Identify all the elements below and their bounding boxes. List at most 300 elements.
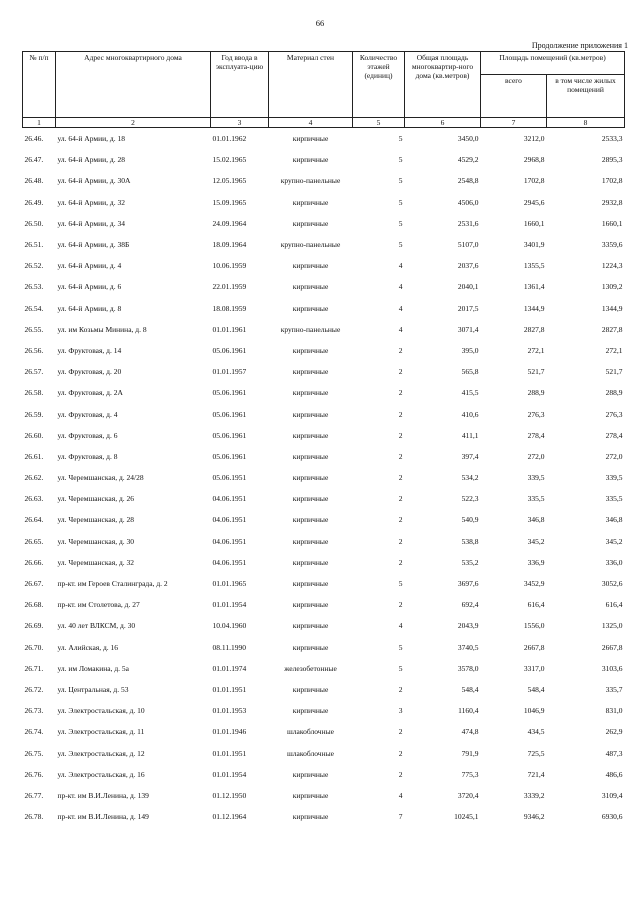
header-premises-area: Площадь помещений (кв.метров) <box>481 52 625 75</box>
column-number: 6 <box>405 118 481 128</box>
total-area-cell: 474,8 <box>461 727 479 737</box>
premises-area-cell: 272,0 <box>527 451 545 461</box>
address-cell: ул. Черемшанская, д. 30 <box>57 536 135 546</box>
total-area-cell: 3450,0 <box>457 134 479 144</box>
wall-material-cell: кирпичные <box>292 684 329 694</box>
floors-cell: 2 <box>398 600 403 610</box>
living-area-cell: 345,2 <box>605 536 623 546</box>
wall-material-cell: кирпичные <box>292 473 329 483</box>
address-cell: ул. Электростальская, д. 10 <box>57 706 145 716</box>
floors-cell: 2 <box>398 367 403 377</box>
year-cell: 15.09.1965 <box>212 197 247 207</box>
premises-area-cell: 3212,0 <box>523 134 545 144</box>
row-number: 26.64. <box>24 515 44 525</box>
year-cell: 05.06.1961 <box>212 345 247 355</box>
table-row <box>23 721 625 742</box>
total-area-cell: 4529,2 <box>457 155 479 165</box>
total-area-cell: 411,1 <box>461 430 479 440</box>
address-cell: пр-кт. им В.И.Ленина, д. 149 <box>57 812 149 822</box>
wall-material-cell: кирпичные <box>292 706 329 716</box>
living-area-cell: 276,3 <box>605 409 623 419</box>
year-cell: 18.08.1959 <box>212 303 247 313</box>
premises-area-cell: 2827,8 <box>523 324 545 334</box>
address-cell: ул. 64-й Армии, д. 6 <box>57 282 122 292</box>
floors-cell: 4 <box>398 303 403 313</box>
table-row <box>23 446 625 467</box>
column-numbers-row <box>23 118 625 128</box>
table-row <box>23 552 625 573</box>
address-cell: ул. им Козьмы Минина, д. 8 <box>57 324 147 334</box>
wall-material-cell: кирпичные <box>292 515 329 525</box>
floors-cell: 4 <box>398 282 403 292</box>
row-number: 26.56. <box>24 345 44 355</box>
table-row <box>23 192 625 213</box>
total-area-cell: 2043,9 <box>457 621 479 631</box>
premises-area-cell: 345,2 <box>527 536 545 546</box>
living-area-cell: 1224,3 <box>601 261 623 271</box>
premises-area-cell: 1361,4 <box>523 282 545 292</box>
table-row <box>23 615 625 636</box>
row-number: 26.70. <box>24 642 44 652</box>
premises-area-cell: 1702,8 <box>523 176 545 186</box>
total-area-cell: 3720,4 <box>457 790 479 800</box>
floors-cell: 5 <box>398 579 403 589</box>
premises-area-cell: 1344,9 <box>523 303 545 313</box>
table-row <box>23 298 625 319</box>
table-row <box>23 509 625 530</box>
living-area-cell: 616,4 <box>605 600 623 610</box>
table-row <box>23 361 625 382</box>
total-area-cell: 3697,6 <box>457 579 479 589</box>
floors-cell: 5 <box>398 155 403 165</box>
total-area-cell: 4506,0 <box>457 197 479 207</box>
wall-material-cell: кирпичные <box>292 600 329 610</box>
table-row <box>23 637 625 658</box>
year-cell: 10.04.1960 <box>212 621 247 631</box>
address-cell: ул. 64-й Армии, д. 32 <box>57 197 125 207</box>
address-cell: ул. 64-й Армии, д. 34 <box>57 218 125 228</box>
living-area-cell: 3109,4 <box>601 790 623 800</box>
year-cell: 04.06.1951 <box>212 494 247 504</box>
year-cell: 05.06.1961 <box>212 430 247 440</box>
table-row <box>23 170 625 191</box>
wall-material-cell: шлакоблочные <box>287 748 334 758</box>
address-cell: ул. 64-й Армии, д. 38Б <box>57 240 130 250</box>
floors-cell: 5 <box>398 240 403 250</box>
table-row <box>23 700 625 721</box>
address-cell: ул. Фруктовая, д. 4 <box>57 409 118 419</box>
row-number: 26.66. <box>24 557 44 567</box>
total-area-cell: 565,8 <box>461 367 479 377</box>
table-row <box>23 276 625 297</box>
row-number: 26.74. <box>24 727 44 737</box>
floors-cell: 2 <box>398 451 403 461</box>
row-number: 26.77. <box>24 790 44 800</box>
row-number: 26.54. <box>24 303 44 313</box>
living-area-cell: 2932,8 <box>601 197 623 207</box>
floors-cell: 2 <box>398 536 403 546</box>
table-row <box>23 764 625 785</box>
address-cell: ул. 64-й Армии, д. 30А <box>57 176 131 186</box>
floors-cell: 2 <box>398 430 403 440</box>
row-number: 26.78. <box>24 812 44 822</box>
column-number: 1 <box>23 118 56 128</box>
address-cell: ул. 64-й Армии, д. 28 <box>57 155 125 165</box>
address-cell: ул. им Ломакина, д. 5а <box>57 663 129 673</box>
year-cell: 01.01.1957 <box>212 367 247 377</box>
wall-material-cell: кирпичные <box>292 494 329 504</box>
address-cell: ул. Фруктовая, д. 2А <box>57 388 123 398</box>
floors-cell: 4 <box>398 261 403 271</box>
premises-area-cell: 278,4 <box>527 430 545 440</box>
table-row <box>23 679 625 700</box>
wall-material-cell: кирпичные <box>292 812 329 822</box>
living-area-cell: 2895,3 <box>601 155 623 165</box>
buildings-table <box>22 51 625 827</box>
address-cell: ул. Электростальская, д. 12 <box>57 748 145 758</box>
year-cell: 12.05.1965 <box>212 176 247 186</box>
table-row <box>23 531 625 552</box>
living-area-cell: 339,5 <box>605 473 623 483</box>
premises-area-cell: 616,4 <box>527 600 545 610</box>
table-row <box>23 658 625 679</box>
table-row <box>23 785 625 806</box>
premises-area-cell: 336,9 <box>527 557 545 567</box>
table-row <box>23 340 625 361</box>
total-area-cell: 395,0 <box>461 345 479 355</box>
year-cell: 05.06.1961 <box>212 451 247 461</box>
living-area-cell: 486,6 <box>605 769 623 779</box>
table-row <box>23 488 625 509</box>
wall-material-cell: кирпичные <box>292 155 329 165</box>
row-number: 26.65. <box>24 536 44 546</box>
floors-cell: 2 <box>398 473 403 483</box>
wall-material-cell: крупно-панельные <box>280 324 341 334</box>
row-number: 26.75. <box>24 748 44 758</box>
address-cell: ул. 64-й Армии, д. 4 <box>57 261 122 271</box>
row-number: 26.68. <box>24 600 44 610</box>
living-area-cell: 3103,6 <box>601 663 623 673</box>
premises-area-cell: 335,5 <box>527 494 545 504</box>
year-cell: 04.06.1951 <box>212 515 247 525</box>
year-cell: 10.06.1959 <box>212 261 247 271</box>
year-cell: 05.06.1961 <box>212 388 247 398</box>
living-area-cell: 2533,3 <box>601 134 623 144</box>
total-area-cell: 2040,1 <box>457 282 479 292</box>
table-row <box>23 467 625 488</box>
row-number: 26.48. <box>24 176 44 186</box>
floors-cell: 5 <box>398 197 403 207</box>
wall-material-cell: кирпичные <box>292 451 329 461</box>
living-area-cell: 487,3 <box>605 748 623 758</box>
total-area-cell: 522,3 <box>461 494 479 504</box>
row-number: 26.71. <box>24 663 44 673</box>
table-row <box>23 403 625 424</box>
year-cell: 01.01.1965 <box>212 579 247 589</box>
address-cell: ул. Алийская, д. 16 <box>57 642 119 652</box>
total-area-cell: 3071,4 <box>457 324 479 334</box>
continuation-label: Продолжение приложения 1 <box>531 41 628 50</box>
living-area-cell: 1702,8 <box>601 176 623 186</box>
address-cell: ул. Электростальская, д. 11 <box>57 727 145 737</box>
address-cell: ул. Фруктовая, д. 20 <box>57 367 122 377</box>
row-number: 26.51. <box>24 240 44 250</box>
page-number: 66 <box>315 18 325 28</box>
premises-area-cell: 2667,8 <box>523 642 545 652</box>
table-row <box>23 128 625 150</box>
total-area-cell: 535,2 <box>461 557 479 567</box>
living-area-cell: 1344,9 <box>601 303 623 313</box>
year-cell: 01.01.1954 <box>212 600 247 610</box>
premises-area-cell: 721,4 <box>527 769 545 779</box>
address-cell: пр-кт. им В.И.Ленина, д. 139 <box>57 790 149 800</box>
table-row <box>23 382 625 403</box>
wall-material-cell: кирпичные <box>292 409 329 419</box>
wall-material-cell: шлакоблочные <box>287 727 334 737</box>
floors-cell: 4 <box>398 324 403 334</box>
wall-material-cell: крупно-панельные <box>280 176 341 186</box>
address-cell: ул. Черемшанская, д. 32 <box>57 557 135 567</box>
premises-area-cell: 434,5 <box>527 727 545 737</box>
address-cell: ул. Центральная, д. 53 <box>57 684 129 694</box>
premises-area-cell: 272,1 <box>527 345 545 355</box>
floors-cell: 5 <box>398 663 403 673</box>
living-area-cell: 1325,0 <box>601 621 623 631</box>
address-cell: ул. Фруктовая, д. 6 <box>57 430 118 440</box>
column-number: 3 <box>211 118 269 128</box>
living-area-cell: 521,7 <box>605 367 623 377</box>
year-cell: 24.09.1964 <box>212 218 247 228</box>
total-area-cell: 397,4 <box>461 451 479 461</box>
row-number: 26.61. <box>24 451 44 461</box>
row-number: 26.50. <box>24 218 44 228</box>
wall-material-cell: кирпичные <box>292 388 329 398</box>
address-cell: пр-кт. им Столетова, д. 27 <box>57 600 140 610</box>
row-number: 26.63. <box>24 494 44 504</box>
floors-cell: 2 <box>398 345 403 355</box>
living-area-cell: 1309,2 <box>601 282 623 292</box>
floors-cell: 5 <box>398 134 403 144</box>
row-number: 26.49. <box>24 197 44 207</box>
row-number: 26.76. <box>24 769 44 779</box>
floors-cell: 2 <box>398 684 403 694</box>
premises-area-cell: 9346,2 <box>523 812 545 822</box>
living-area-cell: 3052,6 <box>601 579 623 589</box>
total-area-cell: 2548,8 <box>457 176 479 186</box>
year-cell: 18.09.1964 <box>212 240 247 250</box>
row-number: 26.46. <box>24 134 44 144</box>
row-number: 26.55. <box>24 324 44 334</box>
total-area-cell: 540,9 <box>461 515 479 525</box>
total-area-cell: 775,3 <box>461 769 479 779</box>
table-row <box>23 234 625 255</box>
year-cell: 01.01.1946 <box>212 727 247 737</box>
year-cell: 05.06.1951 <box>212 473 247 483</box>
floors-cell: 5 <box>398 218 403 228</box>
floors-cell: 2 <box>398 727 403 737</box>
row-number: 26.47. <box>24 155 44 165</box>
total-area-cell: 3740,5 <box>457 642 479 652</box>
address-cell: ул. Черемшанская, д. 28 <box>57 515 135 525</box>
wall-material-cell: крупно-панельные <box>280 240 341 250</box>
total-area-cell: 10245,1 <box>454 812 479 822</box>
total-area-cell: 692,4 <box>461 600 479 610</box>
living-area-cell: 2827,8 <box>601 324 623 334</box>
floors-cell: 2 <box>398 515 403 525</box>
wall-material-cell: кирпичные <box>292 345 329 355</box>
premises-area-cell: 3452,9 <box>523 579 545 589</box>
table-row <box>23 594 625 615</box>
premises-area-cell: 1355,5 <box>523 261 545 271</box>
premises-area-cell: 1556,0 <box>523 621 545 631</box>
header-year: Год ввода в эксплуата-цию <box>211 52 269 118</box>
living-area-cell: 6930,6 <box>601 812 623 822</box>
premises-area-cell: 521,7 <box>527 367 545 377</box>
wall-material-cell: кирпичные <box>292 430 329 440</box>
address-cell: ул. Электростальская, д. 16 <box>57 769 145 779</box>
wall-material-cell: кирпичные <box>292 536 329 546</box>
wall-material-cell: кирпичные <box>292 367 329 377</box>
column-number: 7 <box>481 118 547 128</box>
floors-cell: 2 <box>398 748 403 758</box>
floors-cell: 2 <box>398 769 403 779</box>
wall-material-cell: кирпичные <box>292 790 329 800</box>
year-cell: 01.12.1950 <box>212 790 247 800</box>
wall-material-cell: кирпичные <box>292 303 329 313</box>
header-premises-living: в том числе жилых помещений <box>547 75 625 118</box>
header-premises-all: всего <box>481 75 547 118</box>
table-row <box>23 806 625 827</box>
table-body <box>23 128 625 828</box>
wall-material-cell: кирпичные <box>292 579 329 589</box>
living-area-cell: 278,4 <box>605 430 623 440</box>
floors-cell: 2 <box>398 494 403 504</box>
row-number: 26.67. <box>24 579 44 589</box>
table-row <box>23 573 625 594</box>
row-number: 26.53. <box>24 282 44 292</box>
address-cell: ул. Черемшанская, д. 24/28 <box>57 473 144 483</box>
living-area-cell: 3359,6 <box>601 240 623 250</box>
row-number: 26.60. <box>24 430 44 440</box>
row-number: 26.58. <box>24 388 44 398</box>
premises-area-cell: 2945,6 <box>523 197 545 207</box>
wall-material-cell: кирпичные <box>292 642 329 652</box>
row-number: 26.69. <box>24 621 44 631</box>
address-cell: ул. Фруктовая, д. 14 <box>57 345 122 355</box>
premises-area-cell: 725,5 <box>527 748 545 758</box>
header-floors: Количество этажей (единиц) <box>353 52 405 118</box>
wall-material-cell: кирпичные <box>292 197 329 207</box>
premises-area-cell: 3339,2 <box>523 790 545 800</box>
premises-area-cell: 288,9 <box>527 388 545 398</box>
total-area-cell: 2017,5 <box>457 303 479 313</box>
living-area-cell: 1660,1 <box>601 218 623 228</box>
total-area-cell: 2531,6 <box>457 218 479 228</box>
column-number: 5 <box>353 118 405 128</box>
address-cell: ул. Черемшанская, д. 26 <box>57 494 135 504</box>
premises-area-cell: 339,5 <box>527 473 545 483</box>
living-area-cell: 288,9 <box>605 388 623 398</box>
wall-material-cell: кирпичные <box>292 621 329 631</box>
row-number: 26.52. <box>24 261 44 271</box>
floors-cell: 2 <box>398 388 403 398</box>
wall-material-cell: кирпичные <box>292 557 329 567</box>
wall-material-cell: кирпичные <box>292 134 329 144</box>
wall-material-cell: кирпичные <box>292 261 329 271</box>
floors-cell: 7 <box>398 812 403 822</box>
header-no: № п/п <box>23 52 56 118</box>
total-area-cell: 534,2 <box>461 473 479 483</box>
year-cell: 01.01.1953 <box>212 706 247 716</box>
total-area-cell: 5107,0 <box>457 240 479 250</box>
living-area-cell: 335,5 <box>605 494 623 504</box>
column-number: 8 <box>547 118 625 128</box>
address-cell: пр-кт. им Героев Сталинграда, д. 2 <box>57 579 168 589</box>
floors-cell: 2 <box>398 557 403 567</box>
total-area-cell: 538,8 <box>461 536 479 546</box>
row-number: 26.57. <box>24 367 44 377</box>
floors-cell: 2 <box>398 409 403 419</box>
address-cell: ул. 40 лет ВЛКСМ, д. 30 <box>57 621 136 631</box>
total-area-cell: 1160,4 <box>458 706 479 716</box>
table-row <box>23 319 625 340</box>
year-cell: 01.01.1951 <box>212 684 247 694</box>
wall-material-cell: кирпичные <box>292 218 329 228</box>
year-cell: 01.01.1974 <box>212 663 247 673</box>
table-row <box>23 742 625 763</box>
table-row <box>23 213 625 234</box>
living-area-cell: 831,0 <box>605 706 623 716</box>
year-cell: 01.01.1954 <box>212 769 247 779</box>
floors-cell: 5 <box>398 176 403 186</box>
wall-material-cell: кирпичные <box>292 282 329 292</box>
living-area-cell: 2667,8 <box>601 642 623 652</box>
premises-area-cell: 3401,9 <box>523 240 545 250</box>
year-cell: 01.01.1961 <box>212 324 247 334</box>
total-area-cell: 3578,0 <box>457 663 479 673</box>
floors-cell: 4 <box>398 621 403 631</box>
year-cell: 04.06.1951 <box>212 536 247 546</box>
year-cell: 08.11.1990 <box>212 642 246 652</box>
address-cell: ул. Фруктовая, д. 8 <box>57 451 118 461</box>
premises-area-cell: 3317,0 <box>523 663 545 673</box>
table-row <box>23 425 625 446</box>
floors-cell: 5 <box>398 642 403 652</box>
living-area-cell: 272,0 <box>605 451 623 461</box>
row-number: 26.59. <box>24 409 44 419</box>
row-number: 26.72. <box>24 684 44 694</box>
year-cell: 01.01.1951 <box>212 748 247 758</box>
premises-area-cell: 346,8 <box>527 515 545 525</box>
premises-area-cell: 1046,9 <box>523 706 545 716</box>
year-cell: 15.02.1965 <box>212 155 247 165</box>
column-number: 4 <box>269 118 353 128</box>
premises-area-cell: 276,3 <box>527 409 545 419</box>
total-area-cell: 415,5 <box>461 388 479 398</box>
living-area-cell: 336,0 <box>605 557 623 567</box>
wall-material-cell: кирпичные <box>292 769 329 779</box>
wall-material-cell: железобетонные <box>284 663 337 673</box>
premises-area-cell: 1660,1 <box>523 218 545 228</box>
premises-area-cell: 2968,8 <box>523 155 545 165</box>
address-cell: ул. 64-й Армии, д. 8 <box>57 303 122 313</box>
row-number: 26.62. <box>24 473 44 483</box>
total-area-cell: 410,6 <box>461 409 479 419</box>
living-area-cell: 335,7 <box>605 684 623 694</box>
table-row <box>23 255 625 276</box>
column-number: 2 <box>56 118 211 128</box>
header-address: Адрес многоквартирного дома <box>56 52 211 118</box>
